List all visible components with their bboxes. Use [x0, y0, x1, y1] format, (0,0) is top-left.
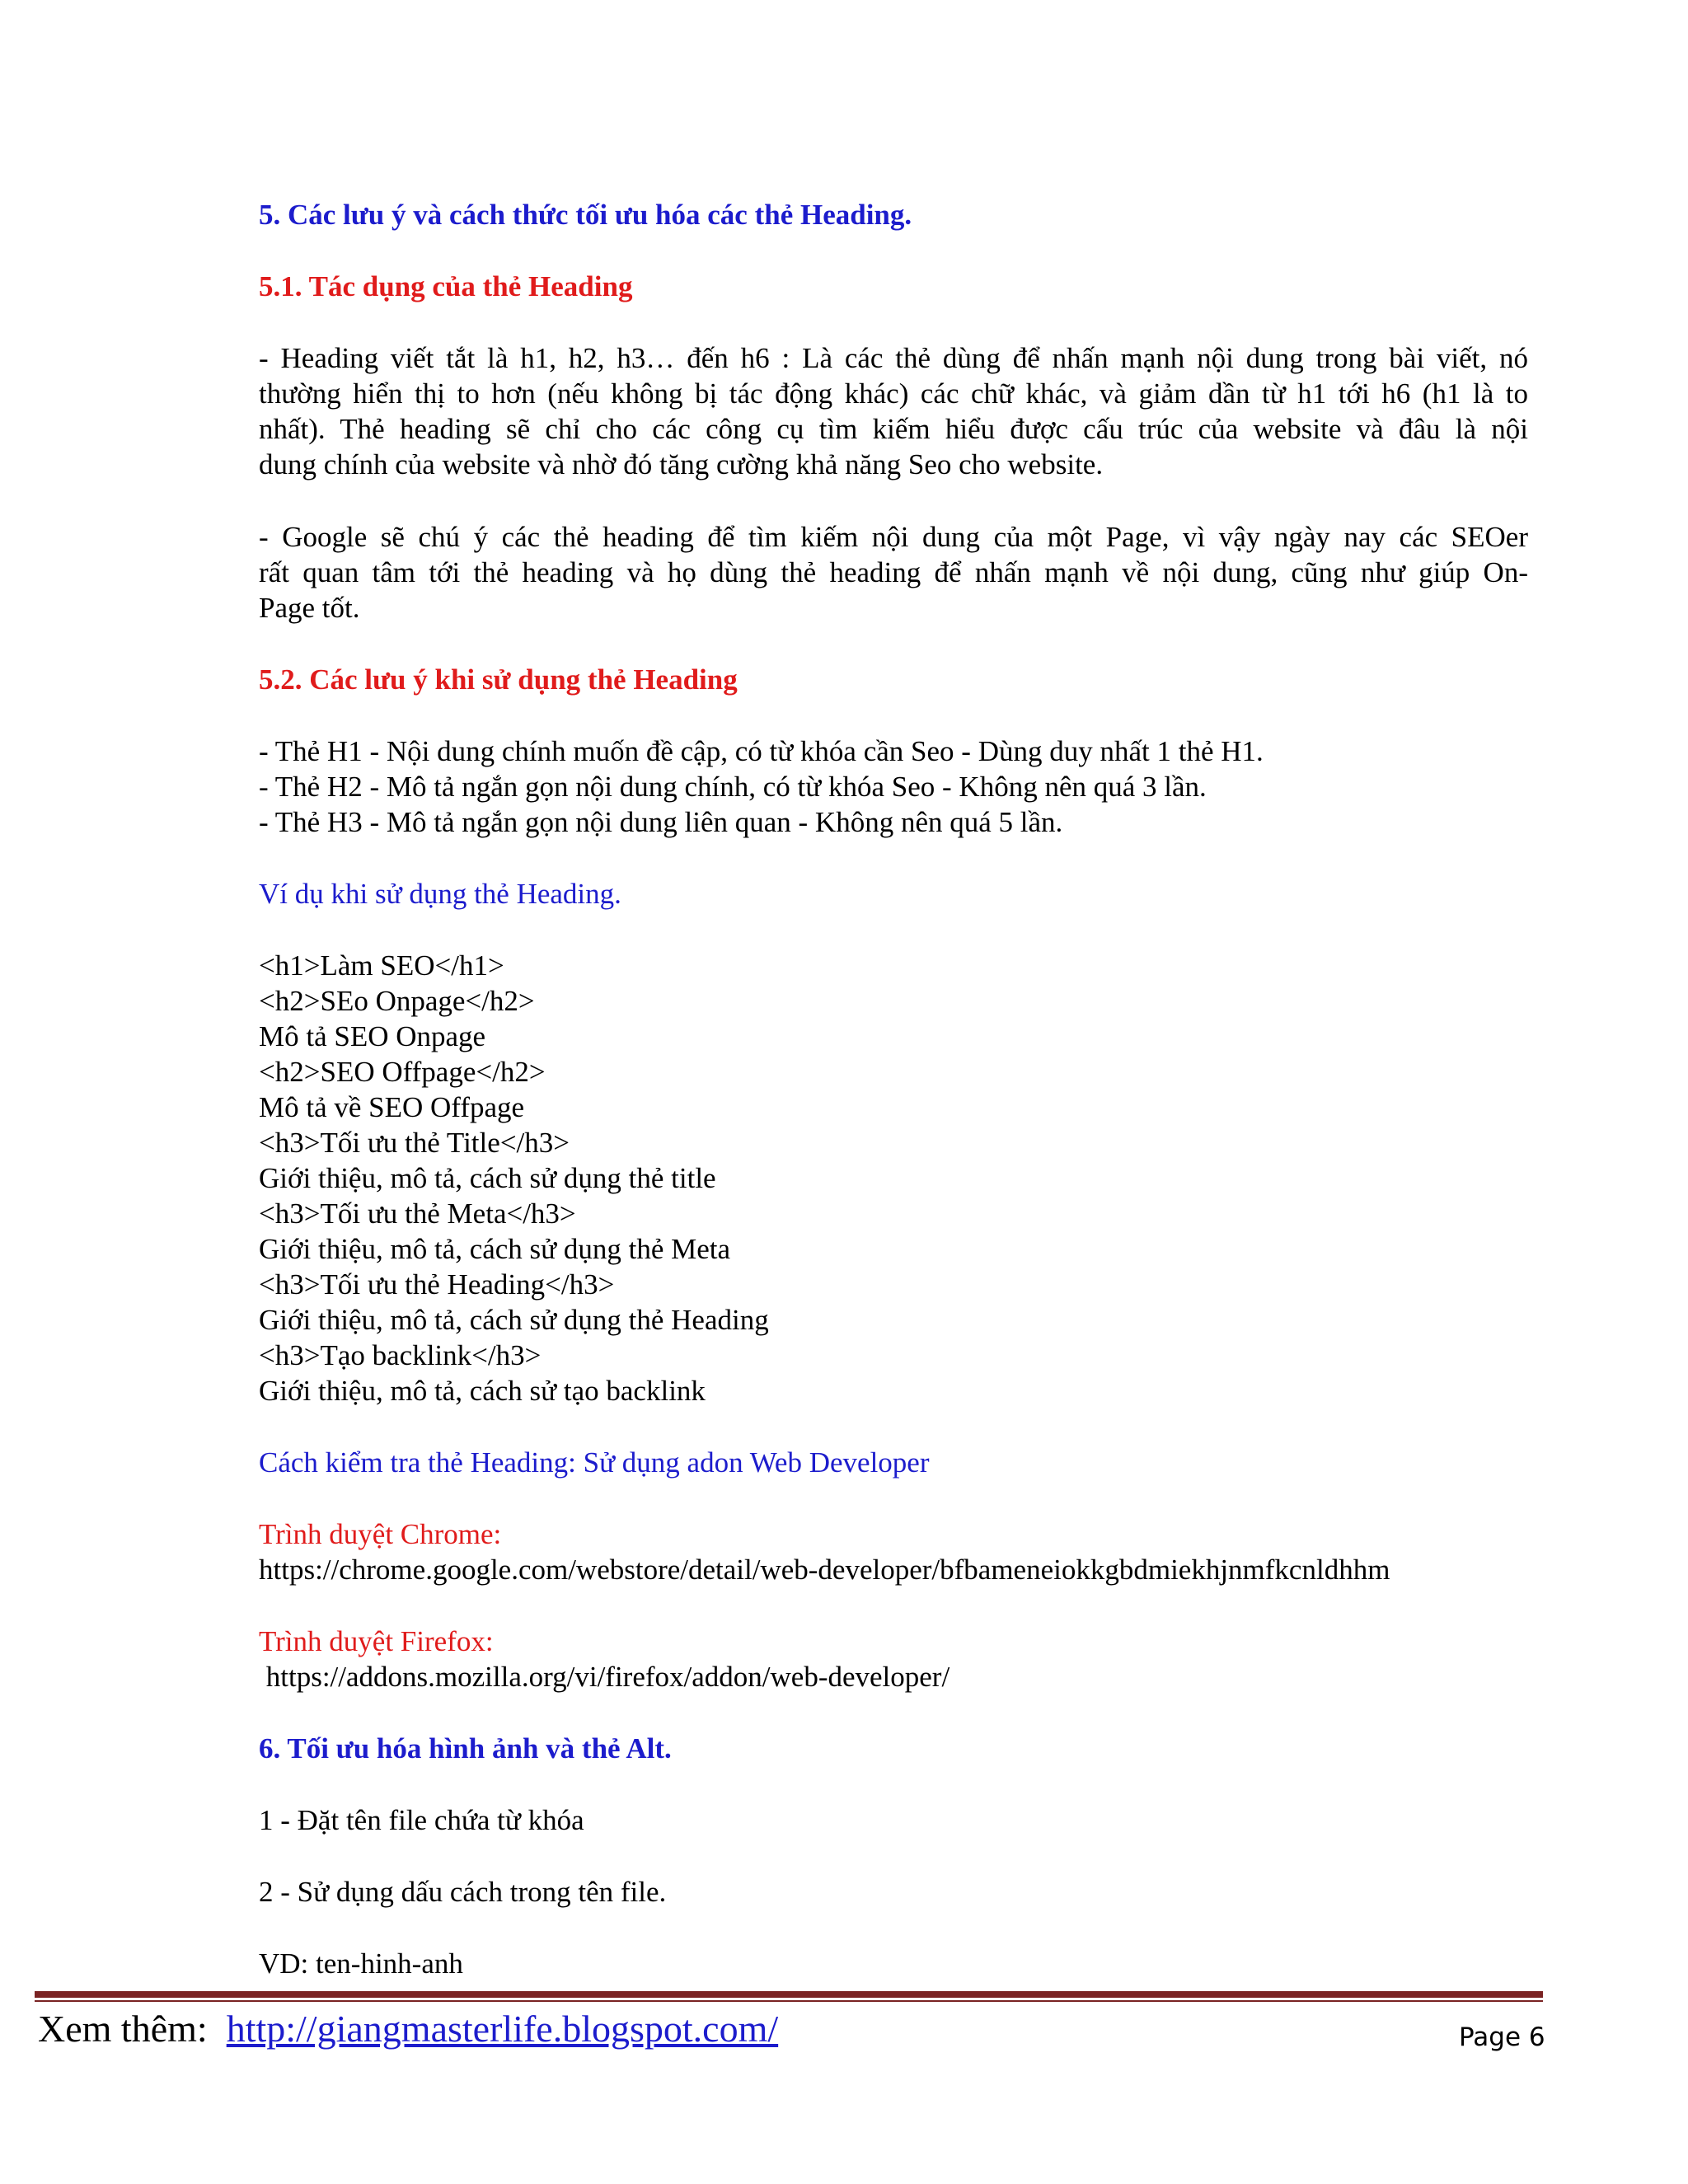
check-heading-line: Cách kiểm tra thẻ Heading: Sử dụng adon Web Developer: [259, 1446, 930, 1479]
section-6-title: 6. Tối ưu hóa hình ảnh và thẻ Alt.: [259, 1732, 672, 1765]
example-line: Mô tả về SEO Offpage: [259, 1091, 525, 1123]
paragraph-heading-line-4: dung chính của website và nhờ đó tăng cường khả năng Seo cho website.: [259, 448, 1104, 480]
firefox-label: Trình duyệt Firefox:: [259, 1625, 494, 1657]
paragraph-google-line-2: rất quan tâm tới thẻ heading và họ dùng thẻ heading để nhấn mạnh về nội dung, cũng như giúp On-: [259, 556, 1528, 588]
paragraph-heading-line-1: - Heading viết tắt là h1, h2, h3… đến h6 : Là các thẻ dùng để nhấn mạnh nội dung trong bài viết, nó: [259, 342, 1528, 374]
example-line: <h2>SEO Offpage</h2>: [259, 1056, 546, 1088]
section-6-item-2: 2 - Sử dụng dấu cách trong tên file.: [259, 1876, 667, 1908]
example-line: Giới thiệu, mô tả, cách sử dụng thẻ title: [259, 1162, 716, 1194]
example-line: <h3>Tối ưu thẻ Title</h3>: [259, 1127, 570, 1159]
example-line: <h1>Làm SEO</h1>: [259, 949, 504, 982]
example-title: Ví dụ khi sử dụng thẻ Heading.: [259, 878, 621, 910]
example-line: <h3>Tạo backlink</h3>: [259, 1339, 542, 1371]
paragraph-heading-line-2: thường hiển thị to hơn (nếu không bị tác động khác) các chữ khác, và giảm dần từ h1 tới h6 (h1 là to: [259, 377, 1528, 410]
footer-see-more: [38, 2004, 778, 2054]
chrome-label: Trình duyệt Chrome:: [259, 1518, 502, 1550]
firefox-url: https://addons.mozilla.org/vi/firefox/addon/web-developer/: [259, 1661, 950, 1693]
example-line: Mô tả SEO Onpage: [259, 1020, 486, 1052]
example-line: Giới thiệu, mô tả, cách sử dụng thẻ Heading: [259, 1304, 769, 1336]
section-5-2-title: 5.2. Các lưu ý khi sử dụng thẻ Heading: [259, 663, 738, 696]
footer-divider-thin: [35, 2000, 1543, 2002]
section-5-1-title: 5.1. Tác dụng của thẻ Heading: [259, 270, 633, 302]
paragraph-google-line-1: - Google sẽ chú ý các thẻ heading để tìm kiếm nội dung của một Page, vì vậy ngày nay các SEOer: [259, 521, 1528, 553]
example-line: <h3>Tối ưu thẻ Meta</h3>: [259, 1197, 576, 1230]
footer-blog-link[interactable]: http://giangmasterlife.blogspot.com/: [226, 2008, 779, 2050]
footer-label: Xem thêm:: [38, 2008, 208, 2050]
rule-h2: - Thẻ H2 - Mô tả ngắn gọn nội dung chính, có từ khóa Seo - Không nên quá 3 lần.: [259, 771, 1207, 803]
section-6-example: VD: ten-hinh-anh: [259, 1947, 463, 1980]
chrome-url: https://chrome.google.com/webstore/detail/web-developer/bfbameneiokkgbdmiekhjnmfkcnldhhm: [259, 1554, 1390, 1586]
example-line: <h3>Tối ưu thẻ Heading</h3>: [259, 1268, 615, 1301]
example-line: <h2>SEo Onpage</h2>: [259, 985, 535, 1017]
footer-divider: [35, 1991, 1543, 1998]
page-number: Page 6: [1459, 2022, 1545, 2052]
section-6-item-1: 1 - Đặt tên file chứa từ khóa: [259, 1804, 584, 1836]
paragraph-google-line-3: Page tốt.: [259, 592, 360, 624]
paragraph-heading-line-3: nhất). Thẻ heading sẽ chỉ cho các công cụ tìm kiếm hiểu được cấu trúc của website và đâu là nội: [259, 413, 1528, 445]
rule-h3: - Thẻ H3 - Mô tả ngắn gọn nội dung liên quan - Không nên quá 5 lần.: [259, 806, 1063, 838]
section-5-title: 5. Các lưu ý và cách thức tối ưu hóa các thẻ Heading.: [259, 199, 912, 231]
rule-h1: - Thẻ H1 - Nội dung chính muốn đề cập, có từ khóa cần Seo - Dùng duy nhất 1 thẻ H1.: [259, 735, 1264, 767]
example-line: Giới thiệu, mô tả, cách sử dụng thẻ Meta: [259, 1233, 731, 1265]
example-line: Giới thiệu, mô tả, cách sử tạo backlink: [259, 1375, 706, 1407]
